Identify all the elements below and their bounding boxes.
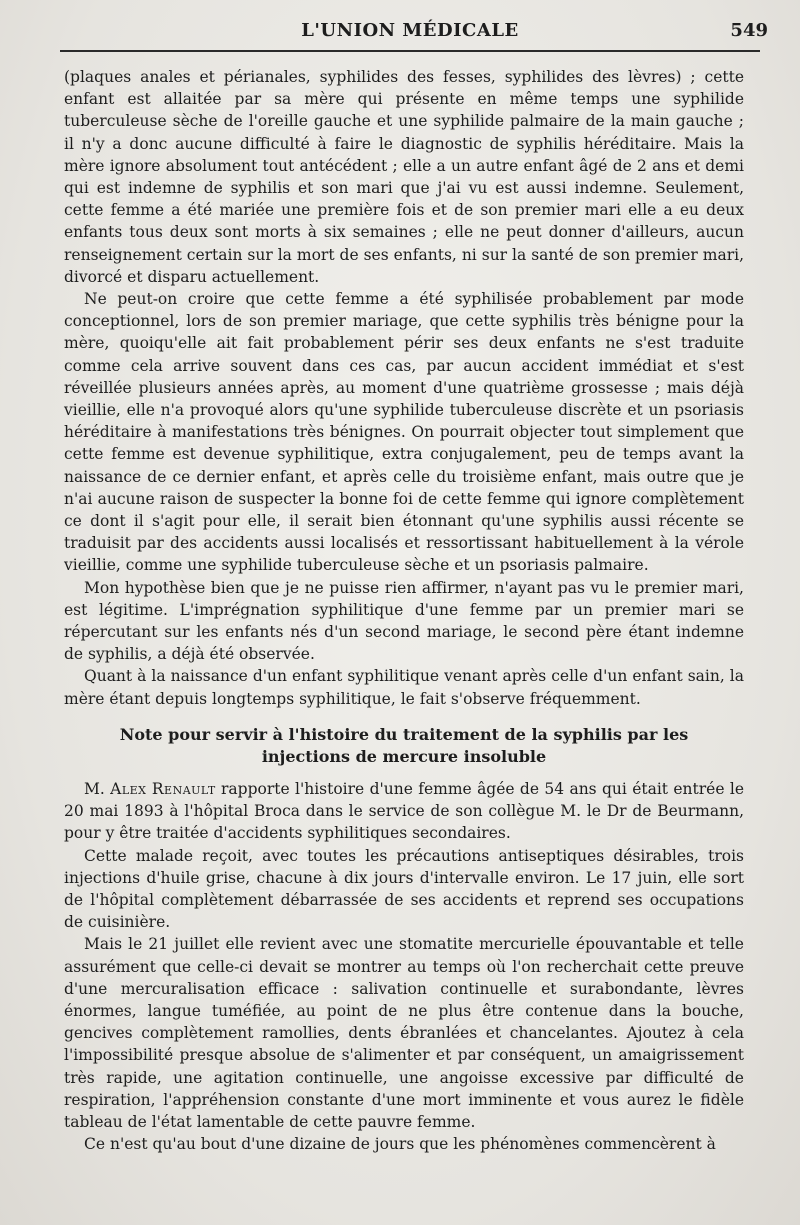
running-title: L'UNION MÉDICALE	[301, 20, 519, 41]
intro-text: rapporte l'histoire d'une femme âgée de 54 ans qui était entrée le 20 mai 1893 à l'hôpital Broca dans le service de son collègue M. le Dr de Beurmann, pour y être traitée d'accidents syphilitiques secondaires.	[64, 779, 744, 843]
paragraph: Mon hypothèse bien que je ne puisse rien affirmer, n'ayant pas vu le premier mari, est légitime. L'imprégnation syphilitique d'une femme par un premier mari se répercutant sur les enfants nés d'un second mariage, le second père étant indemne de syphilis, a déjà été observée.	[64, 578, 744, 664]
section-title: Note pour servir à l'histoire du traitement de la syphilis par les injections de mercure insoluble	[119, 724, 689, 766]
header-rule	[60, 50, 760, 52]
running-header	[60, 20, 768, 44]
paragraph: Mais le 21 juillet elle revient avec une stomatite mercurielle épouvantable et telle assurément que celle-ci devait se montrer au temps où l'on recherchait cette preuve d'une mercuralisation efficace : salivation continuelle et surabondante, lèvres énormes, langue tuméfiée, au point de ne plus être contenue dans la bouche, gencives complètement ramollies, dents ébranlées et chancelantes. Ajoutez à cela l'impossibilité presque absolue de s'alimenter et par conséquent, un amaigrissement très rapide, une agitation continuelle, une angoisse excessive par difficulté de respiration, l'appréhension constante d'une mort imminente et vous aurez le fidèle tableau de l'état lamentable de cette pauvre femme.	[64, 935, 744, 1131]
intro-prefix: M.	[84, 779, 111, 798]
paragraph: (plaques anales et périanales, syphilides des fesses, syphilides des lèvres) ; cette enfant est allaitée par sa mère qui présente en même temps une syphilide tuberculeuse sèche de l'oreille gauche et une syphilide palmaire de la main gauche ; il n'y a donc aucune difficulté à faire le diagnostic de syphilis héréditaire. Mais la mère ignore absolument tout antécédent ; elle a un autre enfant âgé de 2 ans et demi qui est indemne de syphilis et son mari que j'ai vu est aussi indemne. Seulement, cette femme a été mariée une première fois et de son premier mari elle a eu deux enfants tous deux sont morts à six semaines ; elle ne peut donner d'ailleurs, aucun renseignement certain sur la mort de ses enfants, ni sur la santé de son premier mari, divorcé et disparu actuellement.	[64, 68, 744, 286]
paragraph: Cette malade reçoit, avec toutes les précautions antiseptiques désirables, trois injections d'huile grise, chacune à dix jours d'intervalle environ. Le 17 juin, elle sort de l'hôpital complètement débarrassée de ses accidents et reprend ses occupations de cuisinière.	[64, 846, 744, 932]
article-body	[64, 66, 744, 1155]
paragraph-intro	[64, 778, 744, 845]
author-last-name: Renault	[151, 779, 216, 798]
page-number: 549	[730, 20, 768, 41]
paragraph: Quant à la naissance d'un enfant syphilitique venant après celle d'un enfant sain, la mère étant depuis longtemps syphilitique, le fait s'observe fréquemment.	[64, 667, 744, 708]
paragraph: Ce n'est qu'au bout d'une dizaine de jours que les phénomènes commencèrent à	[84, 1135, 716, 1154]
paragraph: Ne peut-on croire que cette femme a été syphilisée probablement par mode conceptionnel, lors de son premier mariage, que cette syphilis très bénigne pour la mère, quoiqu'elle ait fait probablement périr ses deux enfants ne s'est traduite comme cela arrive souvent dans ces cas, par aucun accident immédiat et s'est réveillée plusieurs années après, au moment d'une quatrième grossesse ; mais déjà vieillie, elle n'a provoqué alors qu'une syphilide tuberculeuse discrète et un psoriasis héréditaire à manifestations très bénignes. On pourrait objecter tout simplement que cette femme est devenue syphilitique, extra conjugalement, peu de temps avant la naissance de ce dernier enfant, et après celle du troisième enfant, mais outre que je n'ai aucune raison de suspecter la bonne foi de cette femme qui ignore complètement ce dont il s'agit pour elle, il serait bien étonnant qu'une syphilis aussi récente se traduisit par des accidents aussi localisés et ressortissant habituellement à la vérole vieillie, comme une syphilide tuberculeuse sèche et un psoriasis palmaire.	[64, 290, 744, 575]
author-first-name: Alex	[110, 779, 147, 798]
